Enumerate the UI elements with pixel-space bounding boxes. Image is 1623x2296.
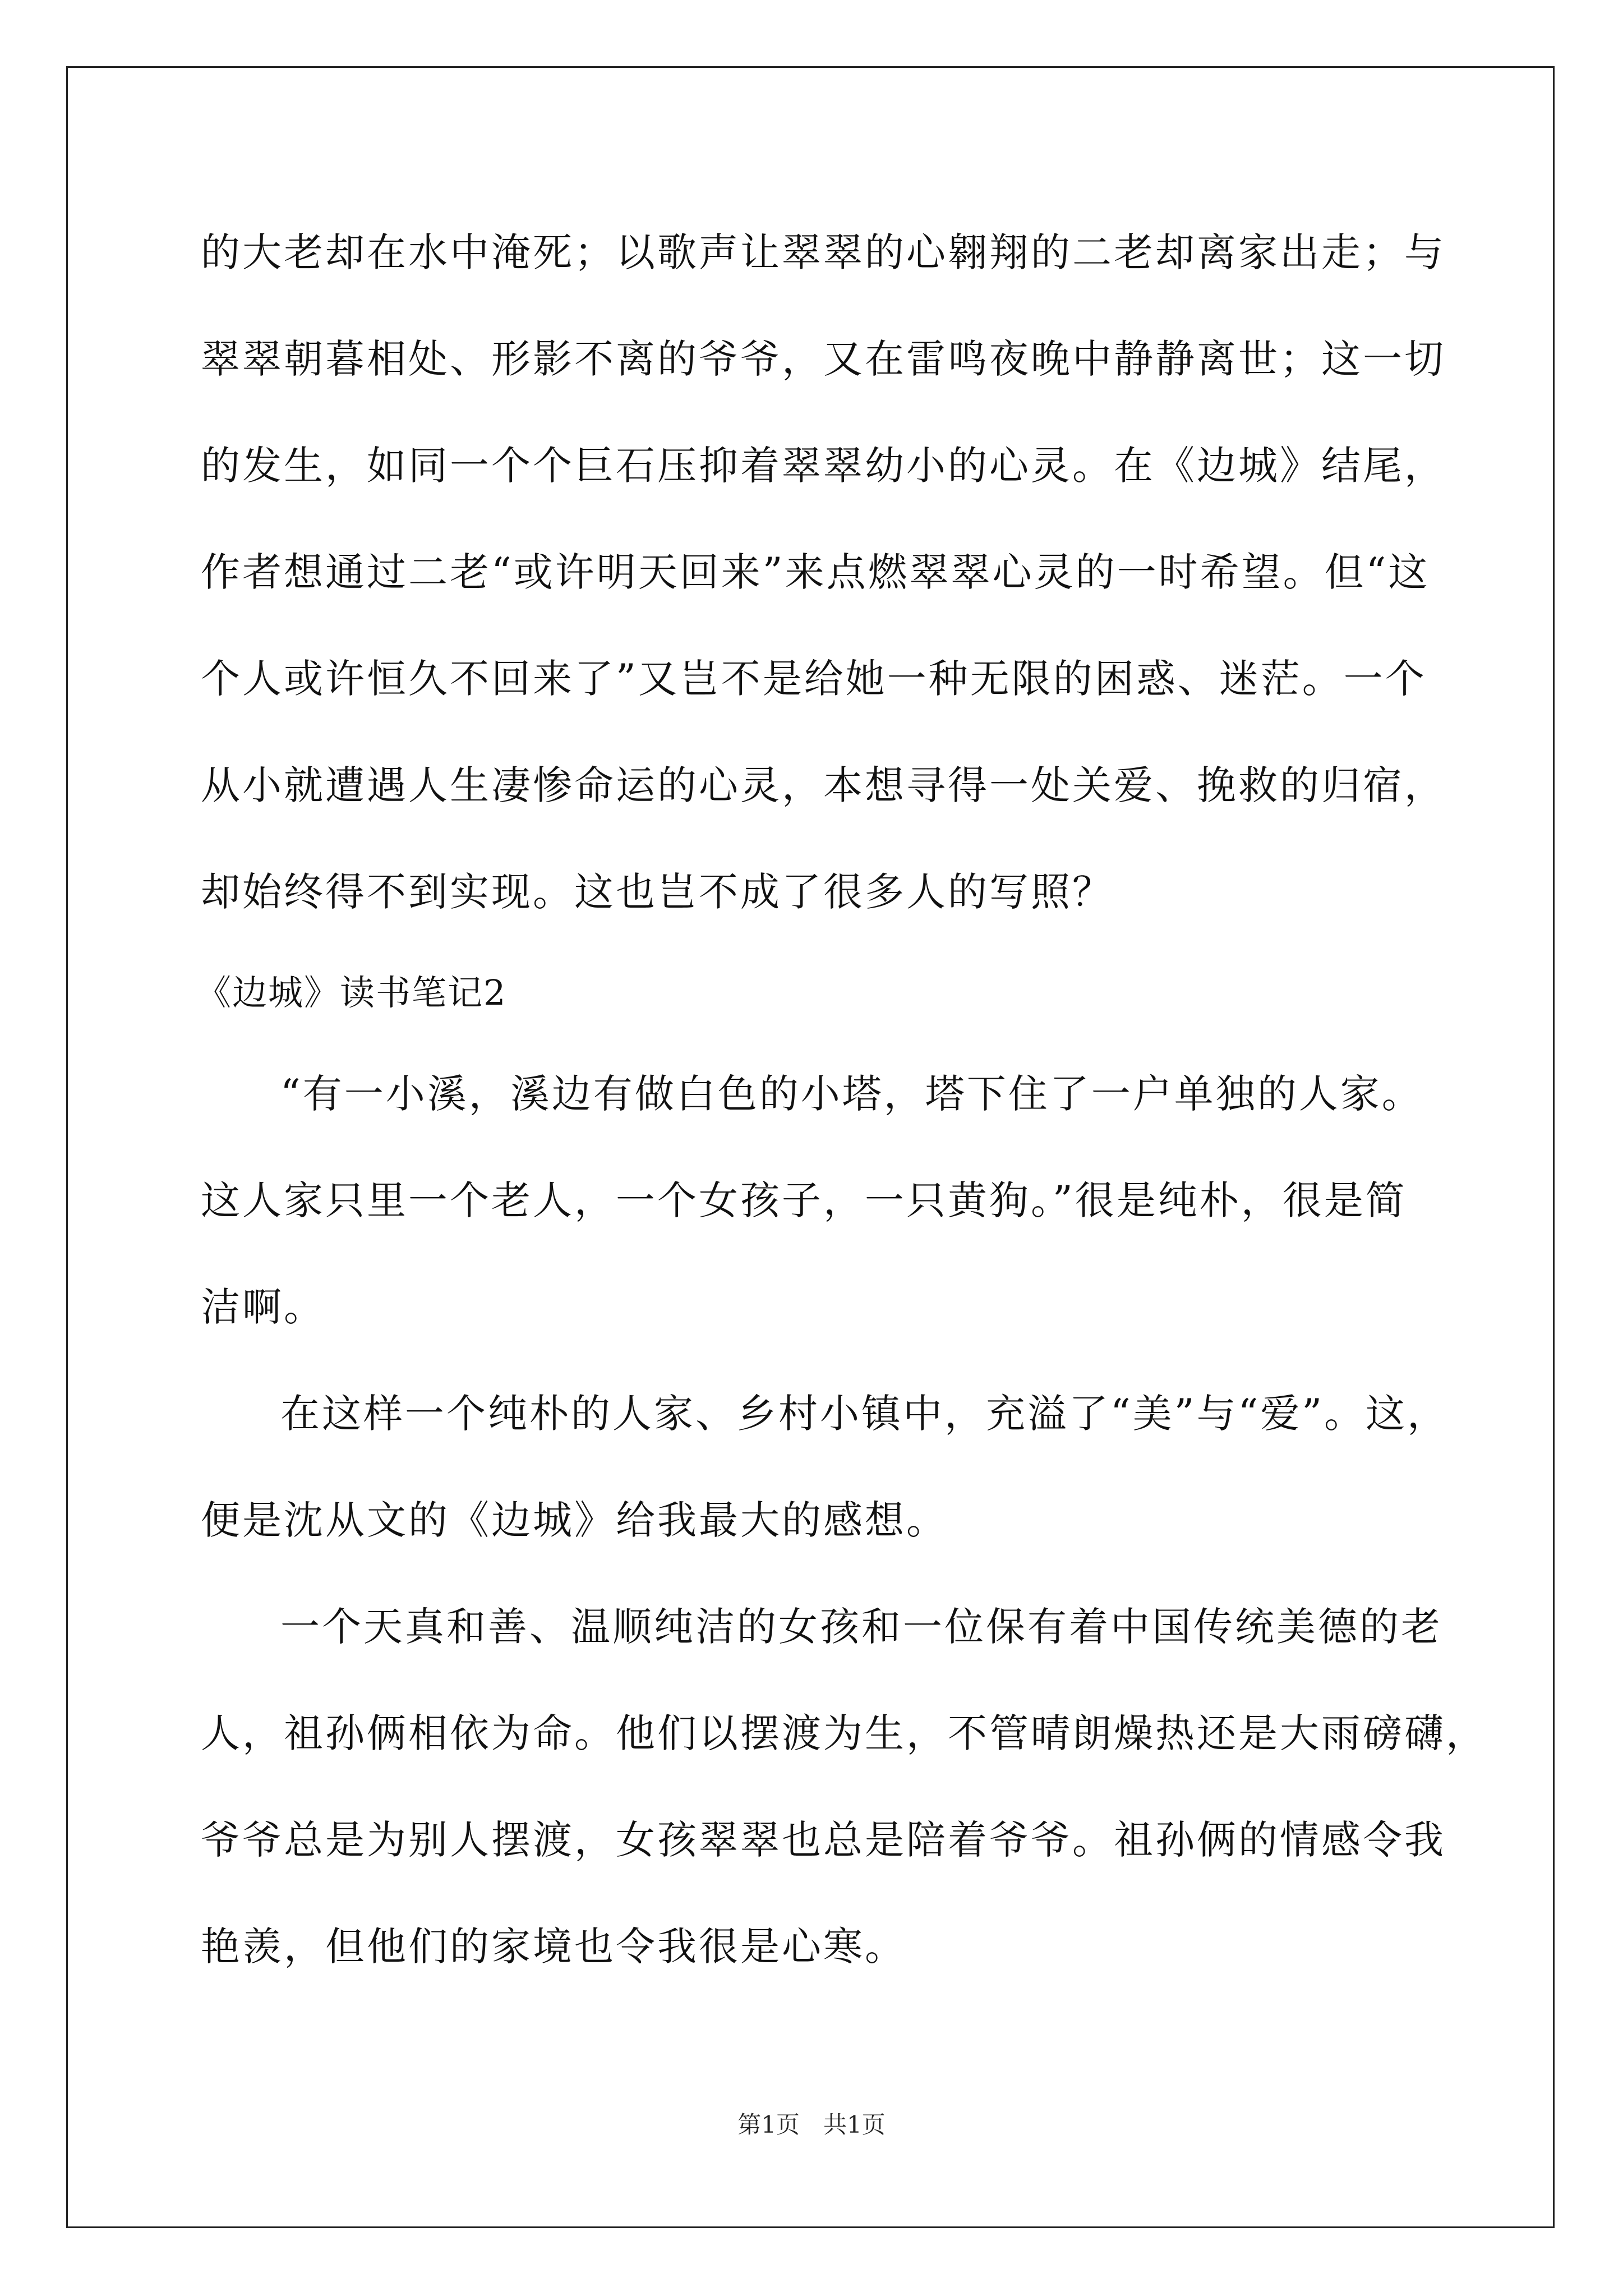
paragraph-first-line: 在这样一个纯朴的人家、乡村小镇中，充溢了“美”与“爱”。这， [280,1391,1449,1437]
body-line: 便是沈从文的《边城》给我最大的感想。 [201,1497,948,1543]
body-line: 的大老却在水中淹死；以歌声让翠翠的心翱翔的二老却离家出走；与 [201,229,1446,275]
body-line: 人，祖孙俩相依为命。他们以摆渡为生，不管晴朗燥热还是大雨磅礴， [201,1710,1487,1756]
body-line: 的发生，如同一个个巨石压抑着翠翠幼小的心灵。在《边城》结尾， [201,443,1446,489]
section-heading: 《边城》读书笔记2 [196,972,507,1013]
body-line: 作者想通过二老“或许明天回来”来点燃翠翠心灵的一时希望。但“这 [201,549,1430,595]
body-line: 这人家只里一个老人，一个女孩子，一只黄狗。”很是纯朴，很是简 [201,1177,1407,1223]
paragraph-first-line: 一个天真和善、温顺纯洁的女孩和一位保有着中国传统美德的老 [280,1604,1442,1650]
body-line: 艳羡，但他们的家境也令我很是心寒。 [201,1924,906,1970]
body-line: 翠翠朝暮相处、形影不离的爷爷，又在雷鸣夜晚中静静离世；这一切 [201,336,1446,382]
body-line: 个人或许恒久不回来了”又岂不是给她一种无限的困惑、迷茫。一个 [201,656,1427,702]
body-line: 却始终得不到实现。这也岂不成了很多人的写照？ [201,869,1114,915]
page-footer: 第1页 共1页 [737,2111,886,2138]
body-line: 爷爷总是为别人摆渡，女孩翠翠也总是陪着爷爷。祖孙俩的情感令我 [201,1817,1446,1863]
paragraph-first-line: “有一小溪，溪边有做白色的小塔，塔下住了一户单独的人家。 [280,1071,1423,1117]
page-border [66,66,1555,2228]
body-line: 洁啊。 [201,1284,325,1330]
body-line: 从小就遭遇人生凄惨命运的心灵，本想寻得一处关爱、挽救的归宿， [201,762,1446,808]
